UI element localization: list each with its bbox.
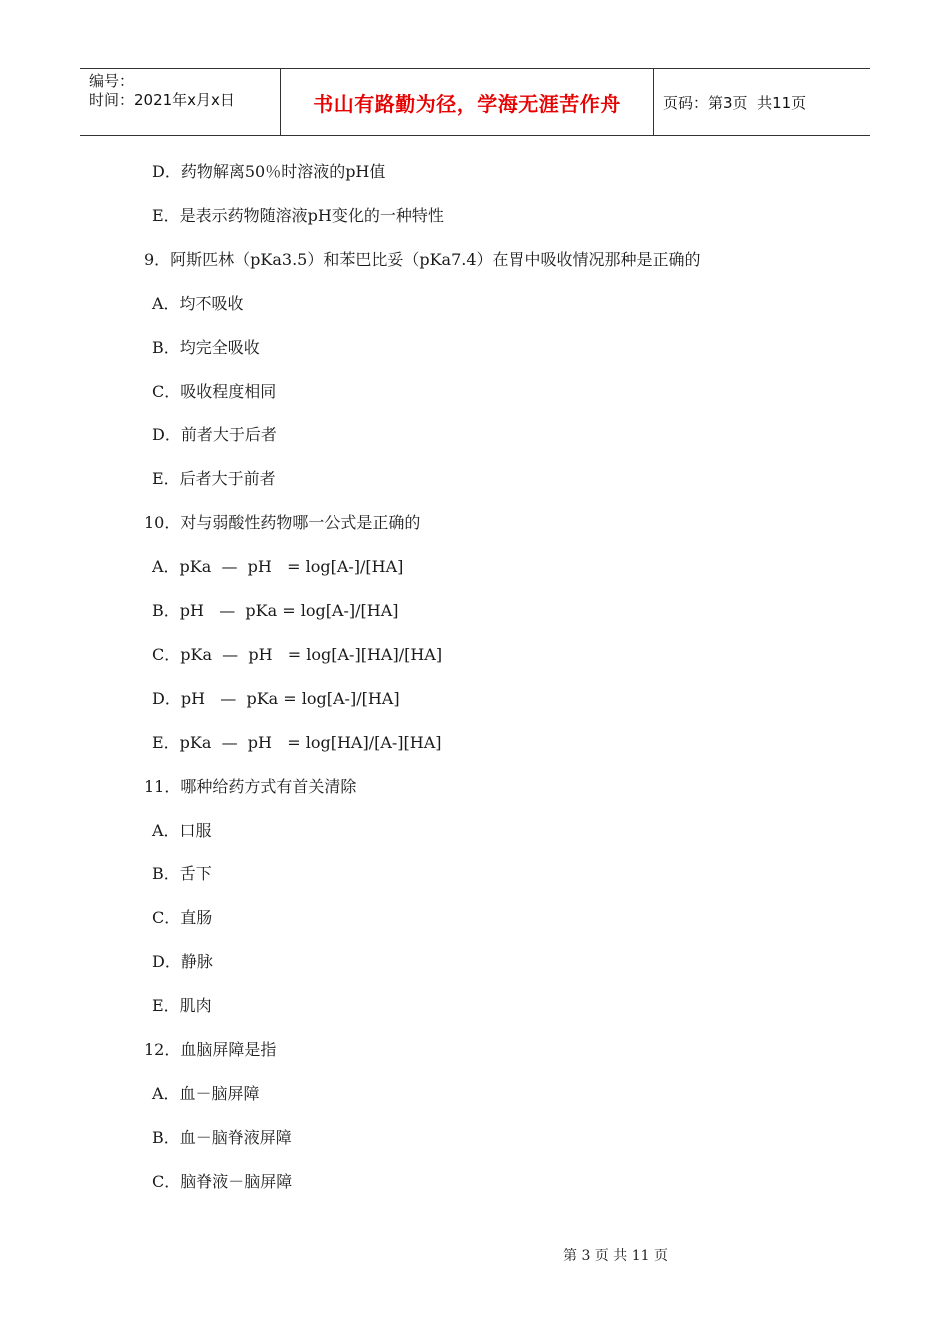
answer-option: C．直肠 (152, 908, 213, 928)
answer-option: A．血－脑屏障 (152, 1083, 260, 1103)
header-page-label: 页码：第3页 共11页 (663, 93, 807, 112)
document-time-label: 时间：2021年x月x日 (89, 91, 235, 109)
answer-option: C．脑脊液－脑屏障 (152, 1171, 293, 1191)
question-text: 11．哪种给药方式有首关清除 (144, 776, 357, 796)
answer-option: B．均完全吸收 (152, 337, 260, 357)
header-meta (80, 69, 281, 135)
answer-option: C．吸收程度相同 (152, 381, 277, 401)
answer-option: B．舌下 (152, 864, 212, 884)
answer-option: E．后者大于前者 (152, 469, 276, 489)
header-motto: 书山有路勤为径，学海无涯苦作舟 (281, 69, 654, 135)
document-number-label: 编号： (89, 72, 135, 90)
question-text: 12．血脑屏障是指 (144, 1040, 277, 1059)
answer-option: B．pH — pKa = log[A-]/[HA] (152, 601, 399, 620)
page-header (80, 68, 870, 136)
answer-option: A．pKa — pH = log[A-]/[HA] (152, 557, 404, 577)
answer-option: C．pKa — pH = log[A-][HA]/[HA] (152, 644, 443, 664)
footer-page-number: 第 3 页 共 11 页 (563, 1248, 668, 1264)
answer-option: B．血－脑脊液屏障 (152, 1127, 292, 1147)
answer-option: D．药物解离50％时溶液的pH值 (152, 162, 386, 181)
answer-option: E．肌肉 (152, 996, 212, 1016)
header-page-info (654, 69, 870, 135)
answer-option: E．pKa — pH = log[HA]/[A-][HA] (152, 732, 442, 752)
question-text: 10．对与弱酸性药物哪一公式是正确的 (144, 513, 421, 533)
answer-option: D．静脉 (152, 952, 213, 972)
answer-option: D．前者大于后者 (152, 425, 277, 445)
answer-option: A．口服 (152, 820, 212, 840)
answer-option: A．均不吸收 (152, 293, 244, 313)
answer-option: E．是表示药物随溶液pH变化的一种特性 (152, 205, 444, 225)
answer-option: D．pH — pKa = log[A-]/[HA] (152, 688, 400, 708)
question-text: 9．阿斯匹林（pKa3.5）和苯巴比妥（pKa7.4）在胃中吸收情况那种是正确的 (144, 249, 701, 269)
